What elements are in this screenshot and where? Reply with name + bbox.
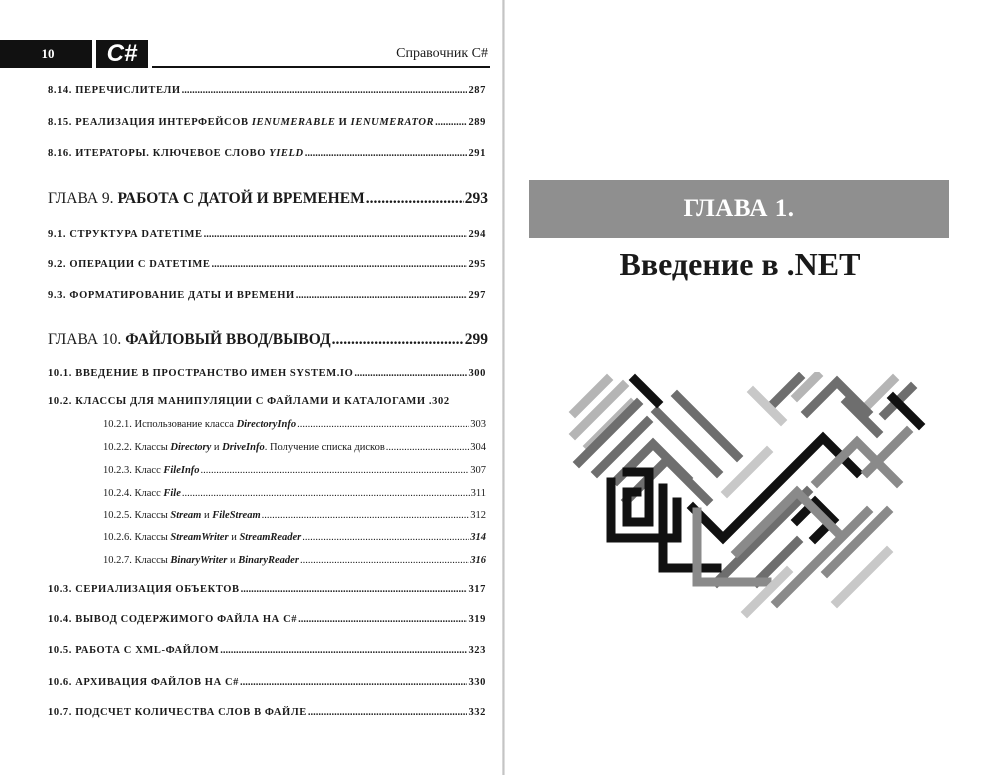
csharp-logo-text: C# xyxy=(106,40,138,67)
toc-chapter-text: ГЛАВА 10. ФАЙЛОВЫЙ ВВОД/ВЫВОД xyxy=(48,331,331,348)
toc-leader xyxy=(262,510,470,521)
geometric-heart-ornament-icon xyxy=(567,372,927,622)
toc-leader xyxy=(308,707,468,718)
toc-page-number: 323 xyxy=(468,645,486,656)
toc-entry[interactable] xyxy=(48,117,486,128)
toc-leader xyxy=(305,148,468,159)
toc-leader xyxy=(212,259,468,270)
toc-page-number: 297 xyxy=(468,290,486,301)
toc-subentry[interactable] xyxy=(103,419,486,430)
toc-subentry[interactable] xyxy=(103,465,486,476)
toc-page-number: 293 xyxy=(464,190,488,207)
toc-entry-text: 10.1. ВВЕДЕНИЕ В ПРОСТРАНСТВО ИМЕН SYSTEM.IO xyxy=(48,368,354,379)
right-page xyxy=(505,0,1000,775)
toc-leader xyxy=(220,645,467,656)
toc-entry[interactable] xyxy=(48,259,486,270)
toc-entry-text: 10.6. АРХИВАЦИЯ ФАЙЛОВ НА C# xyxy=(48,677,240,688)
toc-page-number: 316 xyxy=(470,555,486,566)
toc-page-number: 314 xyxy=(470,532,486,543)
toc-entry[interactable] xyxy=(48,677,486,688)
toc-leader xyxy=(297,419,469,430)
toc-page-number: 302 xyxy=(432,396,450,407)
toc-subentry[interactable] xyxy=(103,532,486,543)
toc-entry-text: 9.1. СТРУКТУРА DATETIME xyxy=(48,229,203,240)
toc-entry-text: 10.2.1. Использование класса DirectoryInfo xyxy=(103,419,297,430)
toc-page-number: 287 xyxy=(468,85,486,96)
toc-entry[interactable] xyxy=(48,229,486,240)
toc-leader xyxy=(201,465,470,476)
toc-leader xyxy=(435,117,467,128)
page-number: 10 xyxy=(41,46,55,61)
toc-entry[interactable] xyxy=(48,584,486,595)
toc-leader xyxy=(182,488,470,499)
toc-page-number: 294 xyxy=(468,229,486,240)
toc-entry-text: 9.3. ФОРМАТИРОВАНИЕ ДАТЫ И ВРЕМЕНИ xyxy=(48,290,295,301)
toc-leader xyxy=(241,584,468,595)
toc-entry-text: 10.2.5. Классы Stream и FileStream xyxy=(103,510,261,521)
toc-entry[interactable] xyxy=(48,707,486,718)
toc-subentry[interactable] xyxy=(103,510,486,521)
toc-entry-text: 10.2.7. Классы BinaryWriter и BinaryReader xyxy=(103,555,299,566)
chapter-title: Введение в .NET xyxy=(619,246,861,282)
toc-entry[interactable] xyxy=(48,614,486,625)
toc-entry[interactable] xyxy=(48,645,486,656)
toc-entry[interactable] xyxy=(48,368,486,379)
toc-page-number: 330 xyxy=(468,677,486,688)
toc-subentry[interactable] xyxy=(103,442,486,453)
toc-page-number: 289 xyxy=(468,117,486,128)
toc-entry-text: 10.3. СЕРИАЛИЗАЦИЯ ОБЪЕКТОВ xyxy=(48,584,240,595)
toc-leader xyxy=(366,190,464,208)
toc-leader xyxy=(240,677,467,688)
toc-page-number: 295 xyxy=(468,259,486,270)
toc-entry-text: 8.16. ИТЕРАТОРЫ. КЛЮЧЕВОЕ СЛОВО YIELD xyxy=(48,148,304,159)
toc-page-number: 291 xyxy=(468,148,486,159)
toc-leader xyxy=(386,442,469,453)
toc-page-number: 299 xyxy=(464,331,488,348)
toc-page-number: 319 xyxy=(468,614,486,625)
toc-entry-text: 9.2. ОПЕРАЦИИ С DATETIME xyxy=(48,259,211,270)
toc-page-number: 311 xyxy=(470,488,486,499)
toc-page-number: 317 xyxy=(468,584,486,595)
toc-entry[interactable] xyxy=(48,290,486,301)
toc-subentry[interactable] xyxy=(103,555,486,566)
header-rule xyxy=(152,66,490,68)
toc-entry-text: 10.2. КЛАССЫ ДЛЯ МАНИПУЛЯЦИИ С ФАЙЛАМИ И КАТАЛОГАМИ . xyxy=(48,396,433,407)
csharp-logo xyxy=(96,40,148,68)
toc-leader xyxy=(354,368,467,379)
toc-entry-text: 10.7. ПОДСЧЕТ КОЛИЧЕСТВА СЛОВ В ФАЙЛЕ xyxy=(48,707,307,718)
toc-subentry[interactable] xyxy=(103,488,486,499)
toc-chapter-entry[interactable] xyxy=(48,331,488,349)
toc-entry[interactable] xyxy=(48,396,486,407)
running-title: Справочник C# xyxy=(396,46,488,61)
toc-leader xyxy=(300,555,469,566)
toc-entry-text: 10.5. РАБОТА С XML-ФАЙЛОМ xyxy=(48,645,220,656)
toc-page-number: 307 xyxy=(470,465,486,476)
toc-entry-text: 10.4. ВЫВОД СОДЕРЖИМОГО ФАЙЛА НА C# xyxy=(48,614,298,625)
toc-entry-text: 10.2.6. Классы StreamWriter и StreamReader xyxy=(103,532,302,543)
toc-page-number: 312 xyxy=(470,510,486,521)
toc-leader xyxy=(332,331,464,349)
toc-page-number: 300 xyxy=(468,368,486,379)
toc-leader xyxy=(296,290,468,301)
toc-leader xyxy=(302,532,469,543)
toc-leader xyxy=(182,85,468,96)
chapter-label-band: ГЛАВА 1. xyxy=(529,180,949,238)
toc-entry-text: 10.2.3. Класс FileInfo xyxy=(103,465,200,476)
toc-entry[interactable] xyxy=(48,148,486,159)
toc-entry-text: 10.2.2. Классы Directory и DriveInfo. Получение списка дисков xyxy=(103,442,385,453)
toc-chapter-entry[interactable] xyxy=(48,190,488,208)
toc-chapter-text: ГЛАВА 9. РАБОТА С ДАТОЙ И ВРЕМЕНЕМ xyxy=(48,190,365,207)
page-number-box xyxy=(0,40,92,68)
toc-leader xyxy=(298,614,467,625)
toc-leader xyxy=(204,229,468,240)
toc-page-number: 332 xyxy=(468,707,486,718)
toc-entry[interactable] xyxy=(48,85,486,96)
toc-page-number: 303 xyxy=(470,419,486,430)
toc-entry-text: 8.14. ПЕРЕЧИСЛИТЕЛИ xyxy=(48,85,181,96)
toc-page-number: 304 xyxy=(470,442,486,453)
toc-entry-text: 10.2.4. Класс File xyxy=(103,488,181,499)
toc-entry-text: 8.15. РЕАЛИЗАЦИЯ ИНТЕРФЕЙСОВ IENUMERABLE И IENUMERATOR xyxy=(48,117,435,128)
